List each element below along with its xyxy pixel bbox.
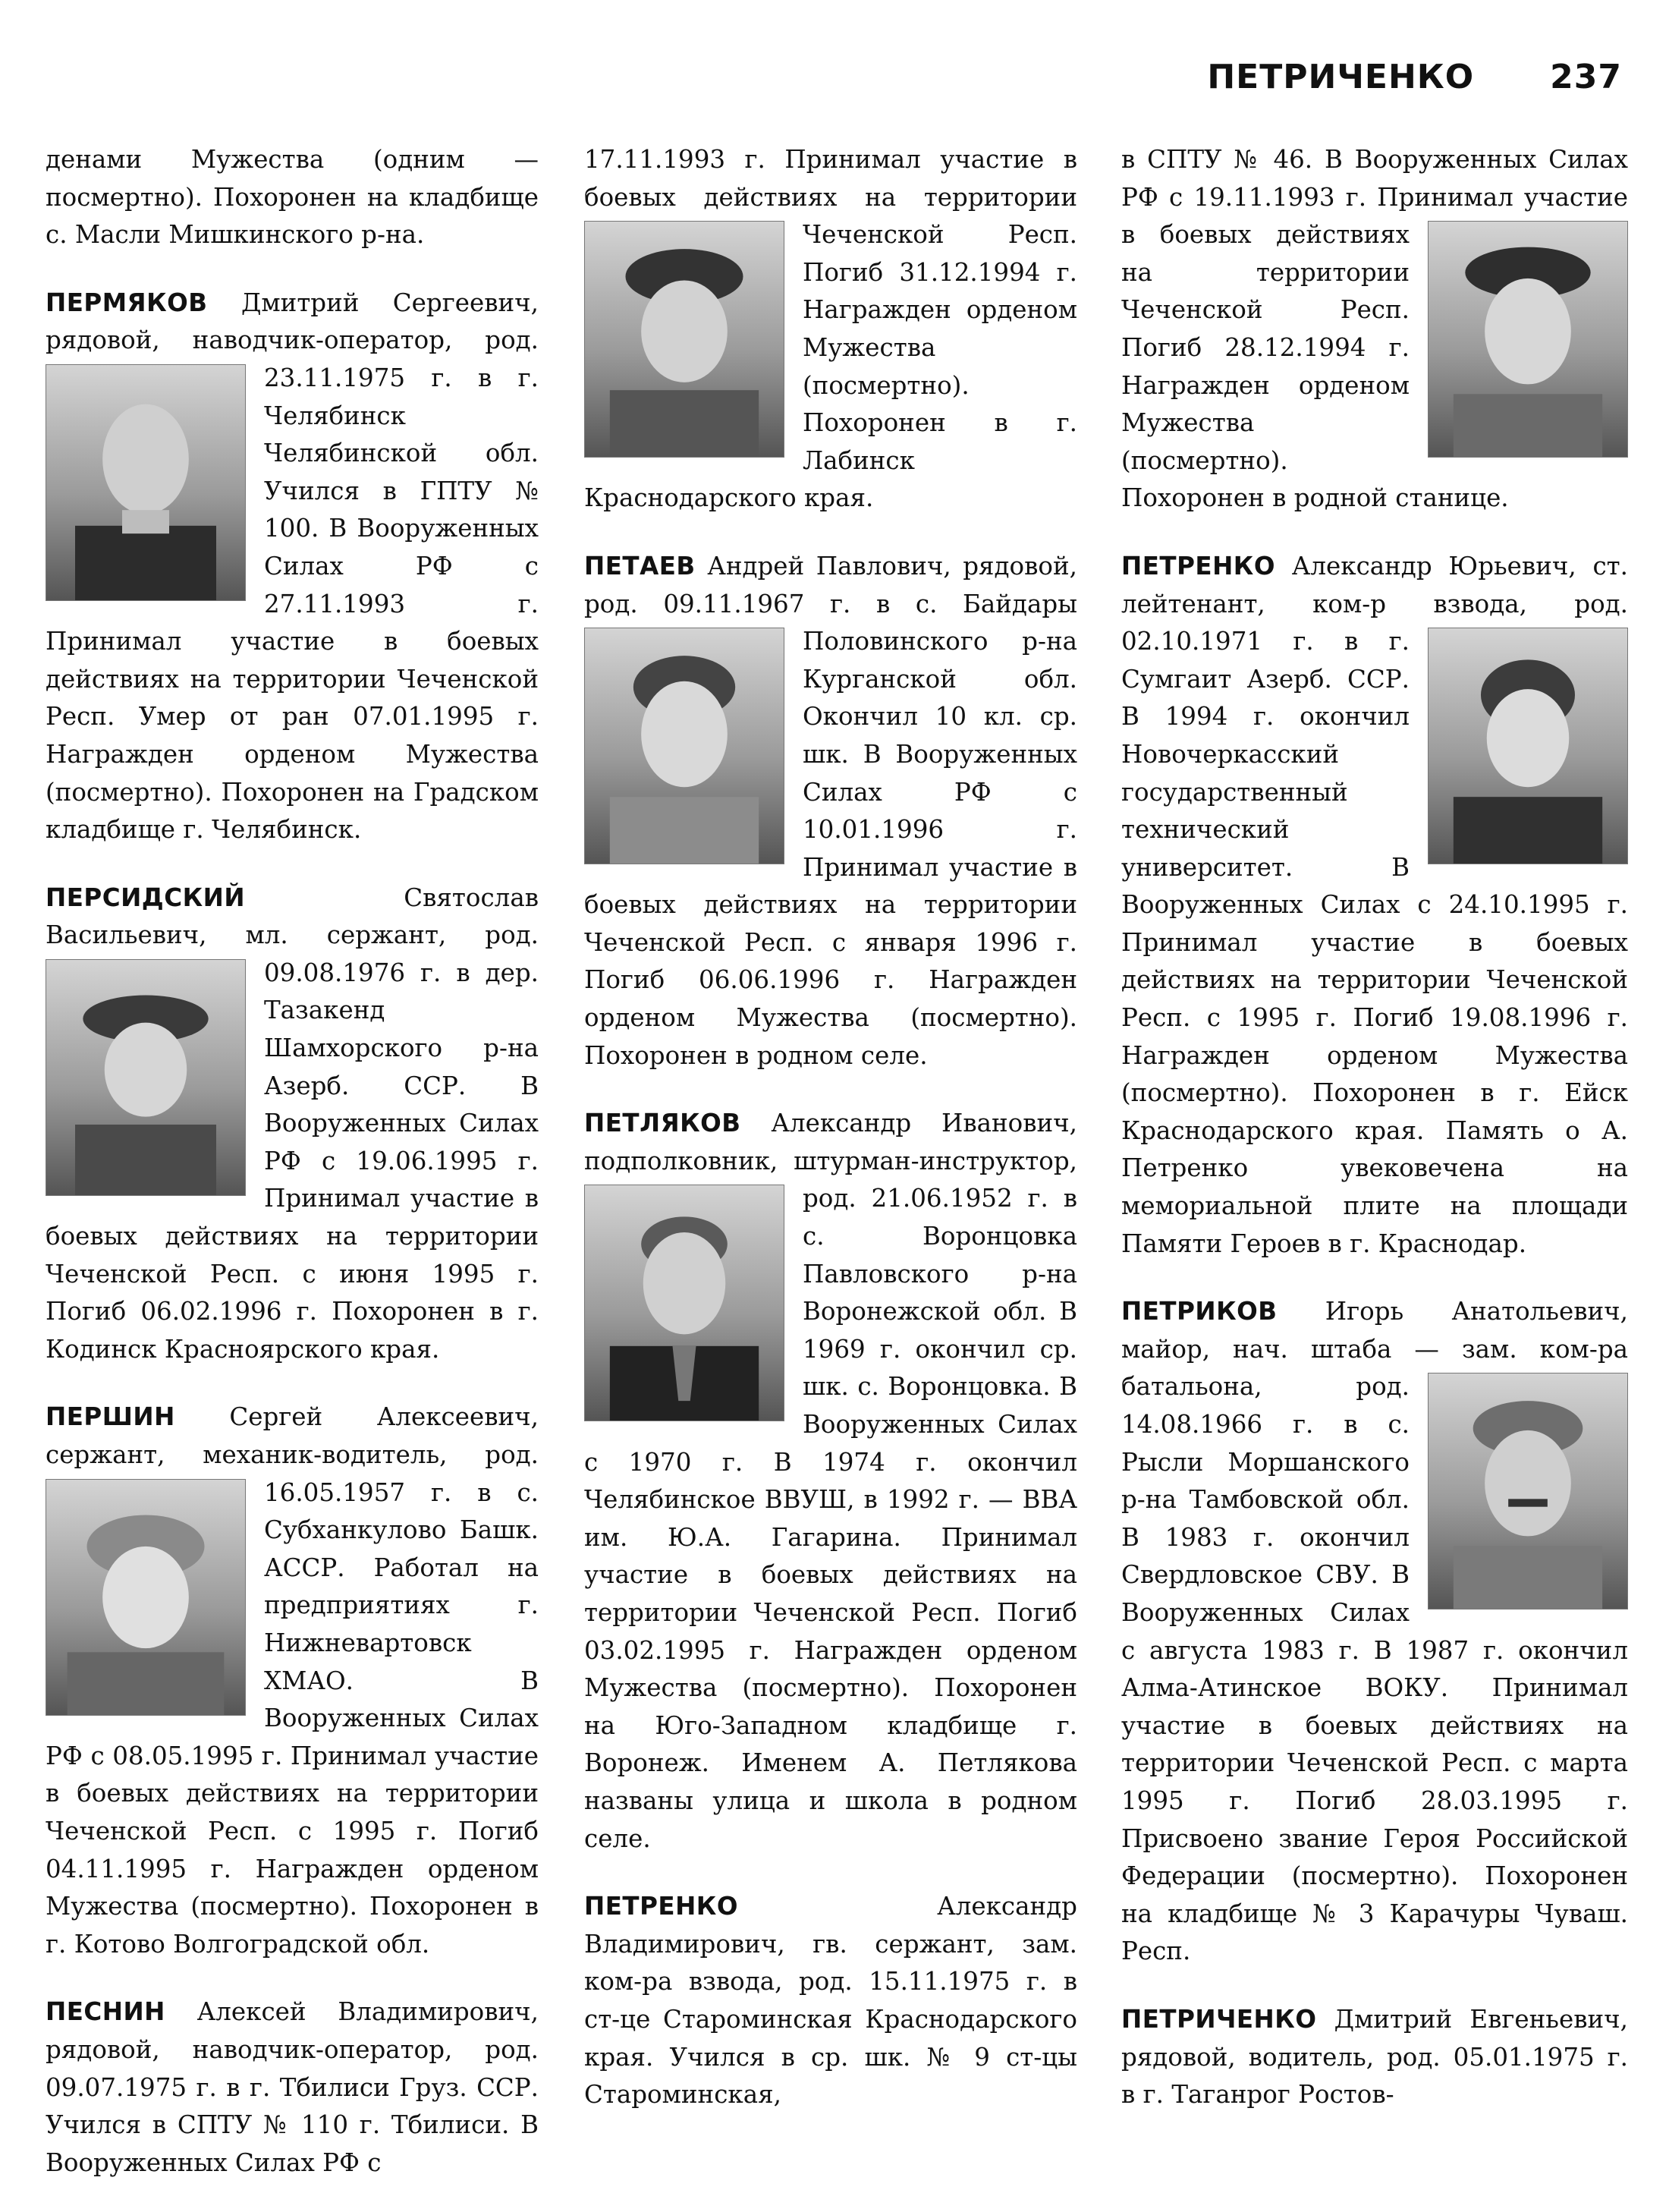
entry-body: 23.11.1975 г. в г. Челябинск Челябинской обл. Учился в ГПТУ № 100. В Вооруженных Силах РФ с 27.11.1993 г. Принимал участие в боевых действиях на территории Чеченской Респ. Умер от ран 07.01.1995 г. Награжден орденом Мужества (посмертно). Похоронен на Градском кладбище г. Челябинск. [46, 363, 539, 845]
entry-surname: ПЕТРЕНКО [1121, 551, 1275, 581]
portrait-photo-icon [584, 1185, 784, 1421]
entry-intro: Дмитрий Евгеньевич, рядовой, водитель, род. 05.01.1975 г. в г. Таганрог Ростов- [1121, 2004, 1628, 2110]
entry-permyakov [46, 285, 539, 849]
page-number: 237 [1550, 58, 1622, 96]
running-title: ПЕТРИЧЕНКО [1207, 58, 1475, 96]
entry-surname: ПЕТРЕНКО [584, 1892, 738, 1921]
entry-intro: Дмитрий Сергеевич, рядовой, наводчик-оператор, род. [46, 288, 539, 355]
running-head [1207, 58, 1622, 96]
entry-petrichenko [1121, 2001, 1628, 2114]
entry-surname: ПЕТРИКОВ [1121, 1297, 1278, 1326]
entry-pesnin [46, 1993, 539, 2182]
entry-intro: Святослав Васильевич, мл. сержант, род. 09.08.1976 г. [46, 883, 539, 987]
portrait-photo-icon [1428, 1373, 1628, 1609]
portrait-silhouette-icon [1429, 1373, 1627, 1609]
portrait-photo-icon [1428, 628, 1628, 864]
portrait-silhouette-icon [585, 628, 784, 864]
column-3 [1121, 141, 1628, 2144]
entry-persidsky [46, 879, 539, 1369]
portrait-silhouette-icon [46, 960, 245, 1195]
entry-intro: Андрей Павлович, рядовой, род. 09.11.1967 г. в с. Байдары [584, 551, 1077, 618]
portrait-silhouette-icon [46, 1480, 245, 1715]
entry-surname: ПЕТРИЧЕНКО [1121, 2004, 1317, 2034]
entry-surname: ПЕТЛЯКОВ [584, 1109, 741, 1138]
entry-body: 16.05.1957 г. в с. Субханкулово Башк. АССР. Работал на предприятиях г. Нижневартовск ХМАО. В Вооруженных Силах РФ с 08.05.1995 г. Принимал участие в боевых действиях на территории Чеченской Респ. с 1995 г. Погиб 04.11.1995 г. Награжден орденом Мужества (посмертно). Похоронен в г. Котово Волгоградской обл. [46, 1477, 539, 1959]
entry-petrenko-ayu [1121, 548, 1628, 1263]
entry-pesnin-continued [584, 141, 1077, 518]
portrait-silhouette-icon [46, 365, 245, 600]
portrait-photo-icon [46, 959, 246, 1196]
entry-body: род. 14.08.1966 г. в с. Рысли Моршанского р-на Тамбовской обл. В 1983 г. окончил Свердловское СВУ. В Вооруженных Силах с августа 1983 г. В 1987 г. окончил Алма-Атинское ВОКУ. Принимал участие в боевых действиях на территории Чеченской Респ. с марта 1995 г. Погиб 28.03.1995 г. Присвоено звание Героя Российской Федерации (посмертно). Похоронен на кладбище № 3 Карачуры Чуваш. Респ. [1121, 1372, 1628, 1966]
entry-intro: Александр Юрьевич, ст. лейтенант, ком-р взвода, род. [1121, 551, 1628, 618]
continuation-text: денами Мужества (одним — посмертно). Похоронен на кладбище с. Масли Мишкинского р-на. [46, 145, 539, 250]
entry-petrenko-av-continued [1121, 141, 1628, 518]
portrait-photo-icon [584, 628, 784, 864]
portrait-photo-icon [1428, 221, 1628, 458]
entry-body: род. 21.06.1952 г. в с. Воронцовка Павловского р-на Воронежской обл. В 1969 г. окончил ср. шк. с. Воронцовка. В Вооруженных Силах с 1970 г. В 1974 г. окончил Челябинское ВВУШ, в 1992 г. — ВВА им. Ю.А. Гагарина. Принимал участие в боевых действиях на территории Чеченской Респ. Погиб 03.02.1995 г. Награжден орденом Мужества (посмертно). Похоронен на Юго-Западном кладбище г. Воронеж. Именем А. Петлякова названы улица и школа в родном селе. [584, 1184, 1077, 1853]
entry-petrikov [1121, 1293, 1628, 1971]
entry-intro: Александр Владимирович, гв. сержант, зам. ком-ра взвода, род. 15.11.1975 г. в ст-це Староминская Краснодарского края. Учился в ср. шк. № 9 ст-цы Староминская, [584, 1892, 1077, 2110]
entry-petaev [584, 548, 1077, 1075]
entry-surname: ПЕСНИН [46, 1997, 165, 2027]
entry-surname: ПЕРМЯКОВ [46, 288, 208, 317]
entry-intro: 17.11.1993 г. Принимал участие в боевых действиях на территории [584, 145, 1077, 212]
portrait-silhouette-icon [585, 222, 784, 457]
portrait-photo-icon [46, 1479, 246, 1716]
portrait-photo-icon [46, 364, 246, 601]
entry-intro: в СПТУ № 46. В Вооруженных Силах РФ с 19.11.1993 г. Принимал [1121, 145, 1628, 212]
entry-surname: ПЕРСИДСКИЙ [46, 883, 246, 912]
entry-petrenko-av [584, 1888, 1077, 2114]
entry-body: в дер. Тазакенд Шамхорского р-на Азерб. ССР. В Вооруженных Силах РФ с 19.06.1995 г. Принимал участие в боевых действиях на территории Чеченской Респ. с июня 1995 г. Погиб 06.02.1996 г. Похоронен в г. Кодинск Красноярского края. [46, 958, 539, 1364]
entry-intro: Алексей Владимирович, рядовой, наводчик-оператор, род. 09.07.1975 г. в г. Тбилиси Груз. ССР. Учился в СПТУ № 110 г. Тбилиси. В Вооруженных Силах РФ с [46, 1997, 539, 2177]
entry-intro: Сергей Алексеевич, сержант, механик-водитель, род. [46, 1402, 539, 1469]
portrait-photo-icon [584, 221, 784, 458]
entry-body: 02.10.1971 г. в г. Сумгаит Азерб. ССР. В 1994 г. окончил Новочеркасский государственный технический университет. В Вооруженных Силах с 24.10.1995 г. Принимал участие в боевых действиях на территории Чеченской Респ. с 1995 г. Погиб 19.08.1996 г. Награжден орденом Мужества (посмертно). Похоронен в г. Ейск Краснодарского края. Память о А. Петренко увековечена на мемориальной плите на площади Памяти Героев в г. Краснодар. [1121, 627, 1628, 1258]
entry-pershin [46, 1399, 539, 1963]
entry-surname: ПЕТАЕВ [584, 551, 696, 581]
portrait-silhouette-icon [585, 1185, 784, 1421]
entry-surname: ПЕРШИН [46, 1402, 175, 1432]
column-1 [46, 141, 539, 2212]
entry-intro: Игорь Анатольевич, майор, нач. штаба — зам. ком-ра батальона, [1121, 1297, 1628, 1402]
entry-petlyakov [584, 1105, 1077, 1858]
entry-intro: Александр Иванович, подполковник, штурман-инструктор, [584, 1109, 1077, 1175]
entry-body: Чеченской Респ. Погиб 31.12.1994 г. Награжден орденом Мужества (посмертно). Похоронен в г. Лабинск Краснодарского края. [584, 220, 1077, 513]
entry-body: Половинского р-на Курганской обл. Окончил 10 кл. ср. шк. В Вооруженных Силах РФ с 10.01.1996 г. Принимал участие в боевых действиях на территории Чеченской Респ. с января 1996 г. Погиб 06.06.1996 г. Награжден орденом Мужества (посмертно). Похоронен в родном селе. [584, 627, 1077, 1070]
column-2 [584, 141, 1077, 2144]
portrait-silhouette-icon [1429, 628, 1627, 864]
portrait-silhouette-icon [1429, 222, 1627, 457]
entry-body: участие в боевых действиях на территории Чеченской Респ. Погиб 28.12.1994 г. Награжден орденом Мужества (посмертно). Похоронен в родной станице. [1121, 182, 1628, 513]
